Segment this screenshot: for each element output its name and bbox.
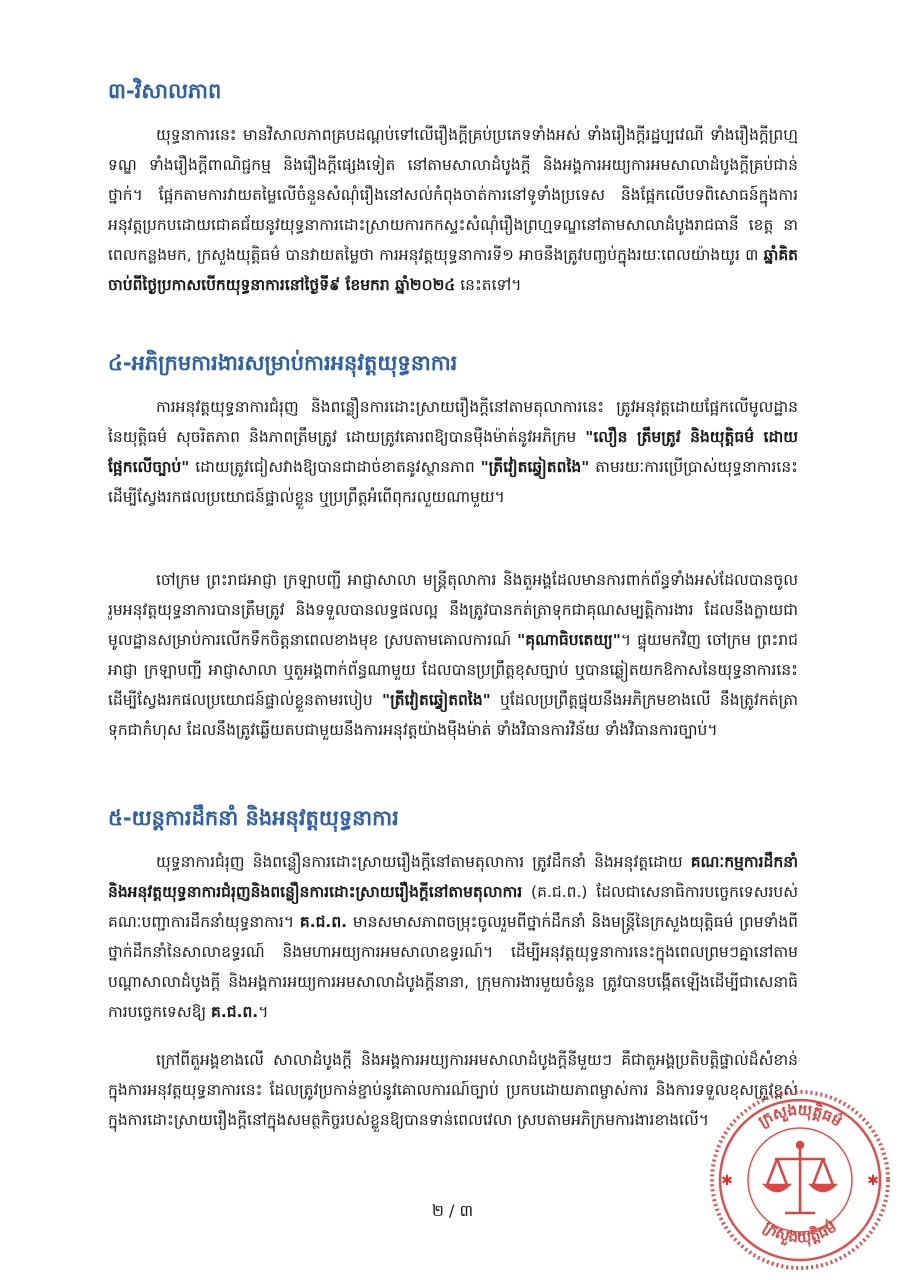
section-3-paragraph-1: យុទ្ធនាការនេះ មានវិសាលភាពគ្របដណ្តប់ទៅលើរឿងក្តីគ្រប់ប្រភេទទាំងអស់ ទាំងរឿងក្តីរដ្ឋប្បវេណី ទាំងរឿងក្តីព្រហ្មទណ្ឌ ទាំងរឿងក្តីពាណិជ្ជកម្ម និងរឿងក្តីផ្សេងទៀត នៅតាមសាលាដំបូងក្តី និងអង្គការអយ្យការអមសាលាដំបូងក្តីគ្រប់ជាន់ថ្នាក់។ ផ្អែកតាមការវាយតម្លៃលើចំនួនសំណុំរឿងនៅសល់កំពុងចាត់ការនៅទូទាំងប្រទេស និងផ្អែកលើបទពិសោធន៍ក្នុងការអនុវត្តប្រកបដោយជោគជ័យនូវយុទ្ធនាការដោះស្រាយការកកស្ទះសំណុំរឿងព្រហ្មទណ្ឌនៅតាមសាលាដំបូងរាជធានី ខេត្ត នាពេលកន្លងមក, ក្រសួងយុត្តិធម៌ បានវាយតម្លៃថា ការអនុវត្តយុទ្ធនាការទី១ អាចនឹងត្រូវបញ្ចប់ក្នុងរយៈពេលយ៉ាងយូរ ៣ ឆ្នាំគិតចាប់ពីថ្ងៃប្រកាសបើកយុទ្ធនាការនៅថ្ងៃទី៩ ខែមករា ឆ្នាំ២០២៤ នេះតទៅ។ [108,126,798,294]
section-5-paragraph-1: យុទ្ធនាការជំរុញ និងពន្លឿនការដោះស្រាយរឿងក្តីនៅតាមតុលាការ ត្រូវដឹកនាំ និងអនុវត្តដោយ គណៈកម្មការដឹកនាំ និងអនុវត្តយុទ្ធនាការជំរុញនិងពន្លឿនការដោះស្រាយរឿងក្តីនៅតាមតុលាការ (គ.ជ.ព.) ដែលជាសេនាធិការបច្ចេកទេសរបស់គណៈបញ្ជាការដឹកនាំយុទ្ធនាការ។ គ.ជ.ព. មានសមាសភាពចម្រុះចូលរួមពីថ្នាក់ដឹកនាំ និងមន្ត្រីនៃក្រសួងយុត្តិធម៌ ព្រមទាំងពីថ្នាក់ដឹកនាំនៃសាលាឧទ្ធរណ៍ និងមហាអយ្យការអមសាលាឧទ្ធរណ៍។ ដើម្បីអនុវត្តយុទ្ធនាការនេះក្នុងពេលព្រមៗគ្នានៅតាមបណ្តាសាលាដំបូងក្តី និងអង្គការអយ្យការអមសាលាដំបូងក្តីនានា, ក្រុមការងារមួយចំនួន ត្រូវបានបង្កើតឡើងដើម្បីជាសេនាធិការបច្ចេកទេសឱ្យ គ.ជ.ព.។ [108,853,798,1021]
section-4-paragraph-2: ចៅក្រម ព្រះរាជអាជ្ញា ក្រឡាបញ្ជី អាជ្ញាសាលា មន្ត្រីតុលាការ និងតួអង្គដែលមានការពាក់ព័ន្ធទាំងអស់ដែលបានចូលរួមអនុវត្តយុទ្ធនាការបានត្រឹមត្រូវ និងទទួលបានលទ្ធផលល្អ នឹងត្រូវបានកត់ត្រាទុកជាគុណសម្បត្តិការងារ ដែលនឹងក្លាយជាមូលដ្ឋានសម្រាប់ការលើកទឹកចិត្តនាពេលខាងមុខ ស្របតាមគោលការណ៍ "គុណាធិបតេយ្យ"។ ផ្ទុយមកវិញ ចៅក្រម ព្រះរាជអាជ្ញា ក្រឡាបញ្ជី អាជ្ញាសាលា ឬតួអង្គពាក់ព័ន្ធណាមួយ ដែលបានប្រព្រឹត្តខុសច្បាប់ ឬបានឆ្លៀតយកឱកាសនៃយុទ្ធនាការនេះ ដើម្បីស្វែងរកផលប្រយោជន៍ផ្ទាល់ខ្លួនតាមរបៀប "ត្រីវៀតឆ្វៀតពងៃ" ឬដែលប្រព្រឹត្តផ្ទុយនឹងអភិក្រមខាងលើ នឹងត្រូវកត់ត្រាទុកជាកំហុស ដែលនឹងត្រូវឆ្លើយតបជាមួយនឹងការអនុវត្តយ៉ាងម៉ឺងម៉ាត់ ទាំងវិធានការវិន័យ ទាំងវិធានការច្បាប់។ [108,571,798,739]
scales-of-justice-icon [765,1142,835,1213]
section-4-paragraph-1: ការអនុវត្តយុទ្ធនាការជំរុញ និងពន្លឿនការដោះស្រាយរឿងក្តីនៅតាមតុលាការនេះ ត្រូវអនុវត្តដោយផ្អែកលើមូលដ្ឋាននៃយុត្តិធម៌ សុចរិតភាព និងភាពត្រឹមត្រូវ ដោយត្រូវគោរពឱ្យបានម៉ឺងម៉ាត់នូវអភិក្រម "លឿន ត្រឹមត្រូវ និងយុត្តិធម៌ ដោយផ្អែកលើច្បាប់" ដោយត្រូវជៀសវាងឱ្យបានជាដាច់ខាតនូវស្ថានភាព "ត្រីវៀតឆ្វៀតពងៃ" តាមរយៈការប្រើប្រាស់យុទ្ធនាការនេះ ដើម្បីស្វែងរកផលប្រយោជន៍ផ្ទាល់ខ្លួន ឬប្រព្រឹត្តអំពើពុករលួយណាមួយ។ [108,398,798,506]
section-4-heading: ៤-អភិក្រមការងារសម្រាប់ការអនុវត្តយុទ្ធនាការ [108,351,458,375]
seal-star-right-icon: ✱ [867,1173,879,1189]
section-5-paragraph-2: ក្រៅពីតួអង្គខាងលើ សាលាដំបូងក្តី និងអង្គការអយ្យការអមសាលាដំបូងក្តីនីមួយៗ គឺជាតួអង្គប្រតិបត្តិផ្ទាល់ដ៏សំខាន់ក្នុងការអនុវត្តយុទ្ធនាការនេះ ដែលត្រូវប្រកាន់ខ្ជាប់នូវគោលការណ៍ច្បាប់ ប្រកបដោយភាពម្ចាស់ការ និងការទទួលខុសត្រូវខ្ពស់ ក្នុងការដោះស្រាយរឿងក្តីនៅក្នុងសមត្ថកិច្ចរបស់ខ្លួនឱ្យបានទាន់ពេលវេលា ស្របតាមអភិក្រមការងារខាងលើ។ [108,1051,798,1129]
seal-text-top: ក្រសួងយុត្តិធម៌ [755,1100,846,1131]
page-number: ២ / ៣ [431,1201,474,1220]
seal-star-left-icon: ✱ [721,1173,733,1189]
official-seal [705,1085,895,1275]
section-5-heading: ៥-យន្តការដឹកនាំ និងអនុវត្តយុទ្ធនាការ [108,806,399,830]
section-3-heading: ៣-វិសាលភាព [108,79,222,103]
seal-text-bottom: ក្រសួងយុត្តិធម៌ [760,1217,840,1247]
svg-text:ក្រសួងយុត្តិធម៌ [760,1216,840,1248]
